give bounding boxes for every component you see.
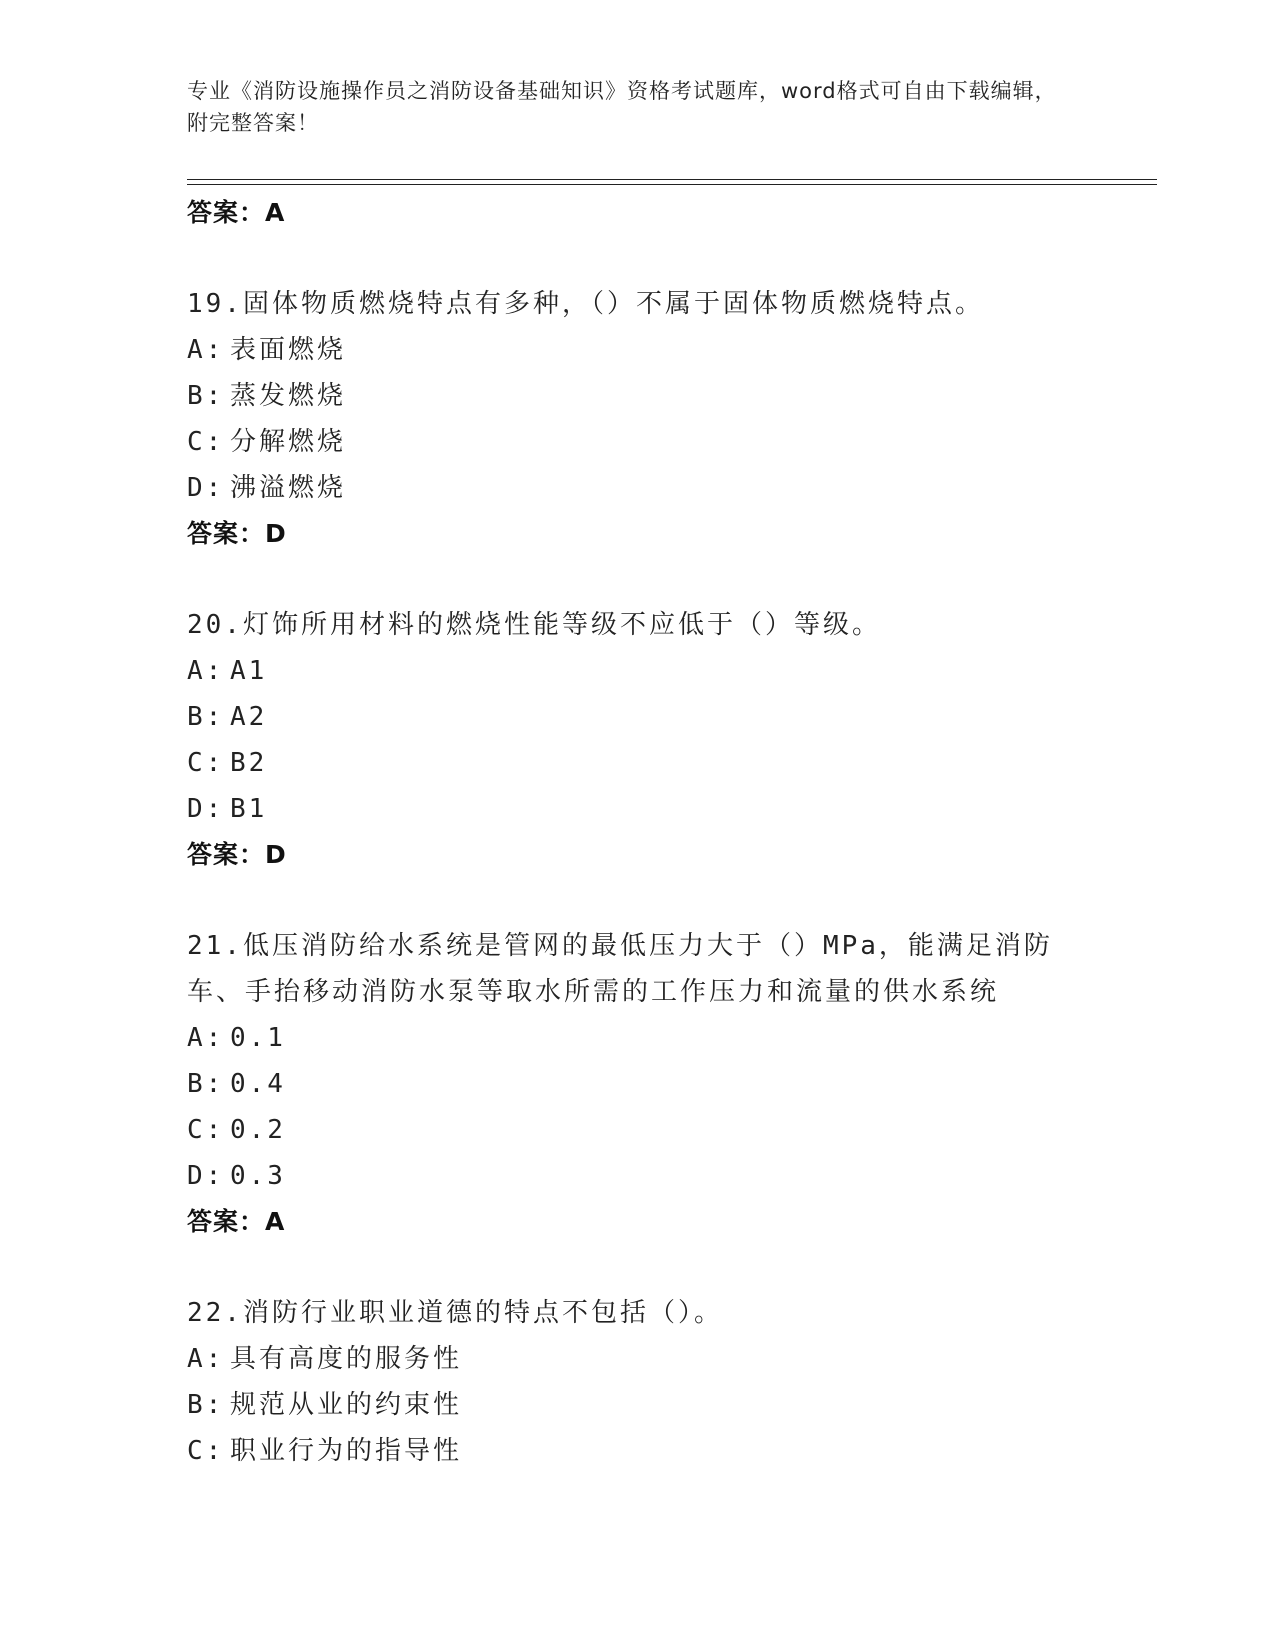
option-row bbox=[187, 1061, 1087, 1107]
document-header: 专业《消防设施操作员之消防设备基础知识》资格考试题库，word格式可自由下载编辑，附完整答案！ bbox=[187, 79, 1057, 135]
option-letter: A: bbox=[187, 1023, 225, 1053]
option-row bbox=[187, 1153, 1087, 1199]
question-block bbox=[187, 281, 1087, 557]
option-row bbox=[187, 786, 1087, 832]
option-row bbox=[187, 648, 1087, 694]
option-row bbox=[187, 419, 1087, 465]
question-text: 21.低压消防给水系统是管网的最低压力大于（）MPa，能满足消防车、手抬移动消防水泵等取水所需的工作压力和流量的供水系统 bbox=[187, 931, 1053, 1007]
option-text: 0.3 bbox=[230, 1161, 286, 1191]
option-text: 职业行为的指导性 bbox=[230, 1436, 463, 1466]
option-row bbox=[187, 694, 1087, 740]
answer-line: 答案：A bbox=[187, 1207, 286, 1236]
option-text: B1 bbox=[230, 794, 268, 824]
option-row bbox=[187, 465, 1087, 511]
question-block bbox=[187, 1290, 1087, 1474]
option-row bbox=[187, 327, 1087, 373]
option-letter: A: bbox=[187, 656, 225, 686]
question-text: 19.固体物质燃烧特点有多种，（）不属于固体物质燃烧特点。 bbox=[187, 289, 984, 319]
option-letter: D: bbox=[187, 473, 225, 503]
option-text: 0.1 bbox=[230, 1023, 286, 1053]
option-letter: C: bbox=[187, 1436, 225, 1466]
option-text: B2 bbox=[230, 748, 268, 778]
option-row bbox=[187, 1428, 1087, 1474]
option-letter: C: bbox=[187, 748, 225, 778]
answer-line: 答案：D bbox=[187, 519, 287, 548]
option-text: 表面燃烧 bbox=[230, 335, 347, 365]
answer-line: 答案：A bbox=[187, 198, 286, 227]
option-text: 蒸发燃烧 bbox=[230, 381, 347, 411]
question-block bbox=[187, 602, 1087, 878]
option-text: 具有高度的服务性 bbox=[230, 1344, 463, 1374]
question-list bbox=[187, 190, 1087, 1474]
option-row bbox=[187, 1015, 1087, 1061]
option-text: 0.2 bbox=[230, 1115, 286, 1145]
option-row bbox=[187, 1382, 1087, 1428]
option-row bbox=[187, 740, 1087, 786]
option-letter: B: bbox=[187, 1069, 225, 1099]
option-letter: D: bbox=[187, 794, 225, 824]
header-divider-second bbox=[187, 184, 1157, 185]
answer-line: 答案：D bbox=[187, 840, 287, 869]
option-row bbox=[187, 373, 1087, 419]
option-text: 规范从业的约束性 bbox=[230, 1390, 463, 1420]
option-text: A1 bbox=[230, 656, 268, 686]
option-letter: A: bbox=[187, 335, 225, 365]
questions-container bbox=[187, 281, 1087, 1474]
header-divider bbox=[187, 179, 1157, 180]
option-letter: B: bbox=[187, 702, 225, 732]
option-text: 沸溢燃烧 bbox=[230, 473, 347, 503]
option-row bbox=[187, 1336, 1087, 1382]
option-text: 0.4 bbox=[230, 1069, 286, 1099]
option-text: A2 bbox=[230, 702, 268, 732]
question-text: 20.灯饰所用材料的燃烧性能等级不应低于（）等级。 bbox=[187, 610, 881, 640]
option-row bbox=[187, 1107, 1087, 1153]
option-letter: C: bbox=[187, 1115, 225, 1145]
question-text: 22.消防行业职业道德的特点不包括（）。 bbox=[187, 1298, 723, 1328]
option-letter: D: bbox=[187, 1161, 225, 1191]
option-letter: A: bbox=[187, 1344, 225, 1374]
question-block bbox=[187, 923, 1087, 1245]
option-text: 分解燃烧 bbox=[230, 427, 347, 457]
option-letter: B: bbox=[187, 1390, 225, 1420]
option-letter: B: bbox=[187, 381, 225, 411]
option-letter: C: bbox=[187, 427, 225, 457]
